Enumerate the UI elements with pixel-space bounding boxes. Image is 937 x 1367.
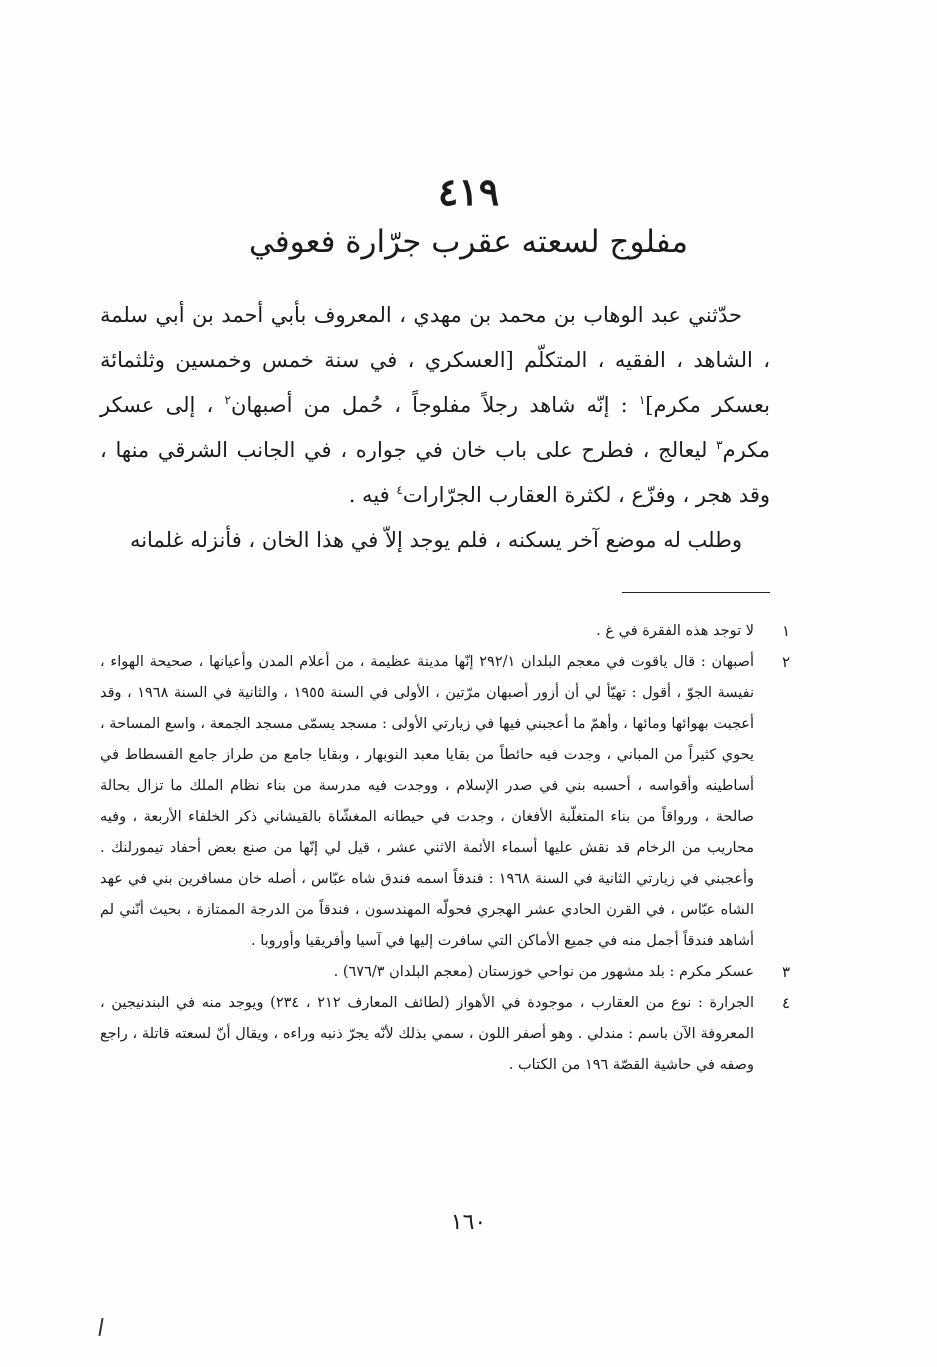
text-segment: فيه . xyxy=(348,483,397,507)
page-number: ١٦٠ xyxy=(450,1210,487,1235)
text-segment: ، إلى عسكر مكرم xyxy=(100,393,770,462)
footnote-ref-3: ٣ xyxy=(716,438,723,452)
footnote xyxy=(100,647,790,957)
text-segment: وطلب له موضع آخر يسكنه ، فلم يوجد إلاّ في هذا الخان ، فأنزله غلمانه xyxy=(129,528,742,552)
text-segment: : إنّه شاهد رجلاً مفلوجاً ، حُمل من أصبهان xyxy=(230,393,639,417)
text-segment: ليعالج ، فطرح على باب خان في جواره ، في الجانب الشرقي منها ، وقد هجر ، وفزّع ، لكثرة العقارب الجرّارات xyxy=(100,438,770,507)
story-number: ٤١٩ xyxy=(437,169,500,214)
footnote-number: ٣ xyxy=(781,963,790,981)
footnote-text: عسكر مكرم : بلد مشهور من نواحي خوزستان (معجم البلدان ٦٧٦/٣) . xyxy=(333,964,754,980)
footnote-text: الجرارة : نوع من العقارب ، موجودة في الأهواز (لطائف المعارف ٢١٢ ، ٢٣٤) ويوجد منه في البندنيجين ، المعروفة الآن باسم : مندلي . وهو أصفر اللون ، سمي بذلك لأنّه يجرّ ذنبه وراءه ، ويقال أنّ لسعته قاتلة ، راجع وصفه في حاشية القصّة ١٩٦ من الكتاب . xyxy=(100,995,754,1073)
margin-mark xyxy=(98,1318,103,1336)
footnotes xyxy=(100,616,790,1081)
footnote-number: ١ xyxy=(781,622,790,640)
paragraph-1 xyxy=(100,293,770,518)
footnote-ref-4: ٤ xyxy=(396,483,403,497)
story-title: مفلوج لسعته عقرب جرّارة فعوفي xyxy=(248,224,689,260)
footnote xyxy=(100,988,790,1081)
paragraph-2 xyxy=(100,518,770,563)
footnote-text: لا توجد هذه الفقرة في غ . xyxy=(596,623,754,639)
text-segment: حدّثني عبد الوهاب بن محمد بن مهدي ، المعروف بأبي أحمد بن أبي سلمة ، الشاهد ، الفقيه ، المتكلّم [العسكري ، في سنة خمس وخمسين وثلثمائة بعسكر مكرم] xyxy=(100,303,770,417)
main-text xyxy=(100,293,770,563)
footnote xyxy=(100,957,790,988)
footnote-text: أصبهان : قال ياقوت في معجم البلدان ٢٩٢/١ إنّها مدينة عظيمة ، من أعلام المدن وأعيانها ، صحيحة الهواء ، نفيسة الجوّ ، أقول : تهيّأ لي أن أزور أصبهان مرّتين ، الأولى في السنة ١٩٥٥ ، والثانية في السنة ١٩٦٨ ، وقد أعجبت بهوائها ومائها ، وأهمّ ما أعجبني فيها في زيارتي الأولى : مسجد يسمّى مسجد الجمعة ، واسع المساحة ، يحوي كثيراً من المباني ، وجدت فيه حائطاً من بقايا معبد النوبهار ، وبقايا جامع من طراز جامع الفسطاط في أساطينه وأقواسه ، أحسبه بني في صدر الإسلام ، ووجدت فيه مدرسة من بناء نظام الملك ما تزال بحالة صالحة ، ورواقاً من بناء المتغلّبة الأفغان ، وجدت في حيطانه المغشّاة بالقيشاني ذكر الخلفاء الأربعة ، وفيه محاريب من الرخام قد نقش عليها أسماء الأئمة الاثني عشر ، قيل لي إنّها من صنع بعض أحفاد تيمورلنك . وأعجبني في زيارتي الثانية في السنة ١٩٦٨ : فندقاً اسمه فندق شاه عبّاس ، أصله خان مسافرين بني في عهد الشاه عبّاس ، في القرن الحادي عشر الهجري فحولّه المهندسون ، فندقاً من الدرجة الممتازة ، بحيث أنّني لم أشاهد فندقاً أجمل منه في جميع الأماكن التي سافرت إليها في آسيا وأفريقيا وأوروبا . xyxy=(100,654,754,949)
footnote-ref-1: ١ xyxy=(638,393,646,407)
footnote-number: ٢ xyxy=(781,653,790,671)
footnote-ref-2: ٢ xyxy=(224,393,231,407)
footnote-separator xyxy=(622,592,770,593)
footnote-number: ٤ xyxy=(781,994,790,1012)
footnote xyxy=(100,616,790,647)
